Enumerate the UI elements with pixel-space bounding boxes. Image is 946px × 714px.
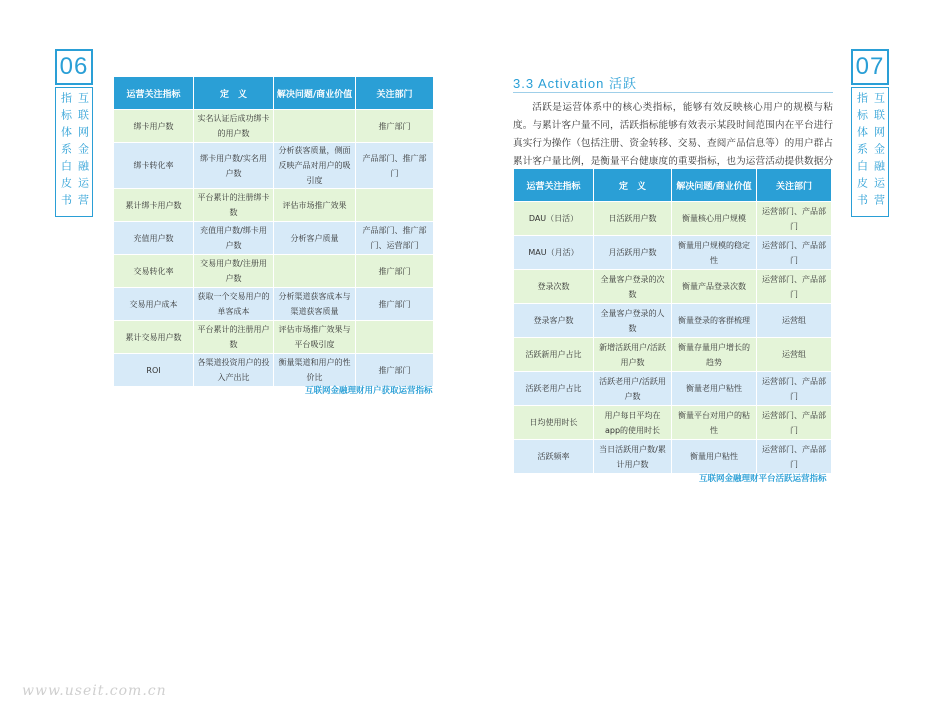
cell-value: 衡量老用户粘性	[672, 372, 757, 406]
table-row	[114, 222, 434, 255]
cell-department: 推广部门	[356, 354, 434, 387]
cell-metric: ROI	[114, 354, 194, 387]
side-title-col: 指标体系白皮书	[855, 92, 869, 211]
table-row	[114, 110, 434, 143]
section-heading: 3.3 Activation 活跃	[513, 76, 637, 91]
cell-definition: 月活跃用户数	[594, 236, 672, 270]
page-marker-right	[851, 49, 889, 217]
cell-definition: 平台累计的注册用户数	[194, 321, 274, 354]
table-row	[114, 321, 434, 354]
cell-department: 推广部门	[356, 288, 434, 321]
cell-definition: 实名认证后成功绑卡的用户数	[194, 110, 274, 143]
cell-metric: MAU（月活）	[514, 236, 594, 270]
page-marker-left	[55, 49, 93, 217]
table-row	[514, 338, 832, 372]
cell-value: 分析渠道获客成本与渠道获客质量	[274, 288, 356, 321]
cell-definition: 各渠道投资用户的投入产出比	[194, 354, 274, 387]
header-definition: 定 义	[194, 77, 274, 110]
cell-value: 衡量平台对用户的粘性	[672, 406, 757, 440]
cell-value: 衡量登录的客群梳理	[672, 304, 757, 338]
cell-value: 分析获客质量，侧面反映产品对用户的吸引度	[274, 143, 356, 189]
header-department: 关注部门	[757, 169, 832, 202]
side-title	[851, 87, 889, 217]
table-row	[114, 255, 434, 288]
cell-definition: 交易用户数/注册用户数	[194, 255, 274, 288]
side-title	[55, 87, 93, 217]
cell-department: 推广部门	[356, 110, 434, 143]
cell-metric: 活跃频率	[514, 440, 594, 474]
cell-metric: 登录次数	[514, 270, 594, 304]
table-row	[514, 270, 832, 304]
cell-metric: 交易用户成本	[114, 288, 194, 321]
cell-value: 分析客户质量	[274, 222, 356, 255]
header-value: 解决问题/商业价值	[672, 169, 757, 202]
cell-metric: 交易转化率	[114, 255, 194, 288]
side-title-col: 互联网金融运营	[872, 92, 886, 211]
cell-metric: 登录客户数	[514, 304, 594, 338]
page-number: 07	[851, 49, 889, 85]
cell-department: 运营部门、产品部门	[757, 236, 832, 270]
watermark: www.useit.com.cn	[22, 683, 167, 699]
cell-metric: 累计绑卡用户数	[114, 189, 194, 222]
side-title-col: 指标体系白皮书	[59, 92, 73, 211]
cell-metric: 累计交易用户数	[114, 321, 194, 354]
table-row	[514, 372, 832, 406]
cell-definition: 全量客户登录的次数	[594, 270, 672, 304]
table-row	[514, 406, 832, 440]
intro-paragraph: 活跃是运营体系中的核心类指标，能够有效反映核心用户的规模与粘度。与累计客户量不同，活跃指标能够有效表示某段时间范围内在平台进行真实行为操作（包括注册、资金转移、交易、查阅产品信息等）的用户群占累计客户量比例，是衡量平台健康度的重要指标，也为运营活动提供数据分	[513, 102, 833, 167]
cell-value: 衡量存量用户增长的趋势	[672, 338, 757, 372]
header-metric: 运营关注指标	[114, 77, 194, 110]
cell-department: 运营部门、产品部门	[757, 372, 832, 406]
table-row	[114, 288, 434, 321]
table-row	[114, 189, 434, 222]
cell-department: 运营部门、产品部门	[757, 202, 832, 236]
cell-definition: 获取一个交易用户的单客成本	[194, 288, 274, 321]
cell-definition: 当日活跃用户数/累计用户数	[594, 440, 672, 474]
cell-department: 运营组	[757, 304, 832, 338]
cell-metric: 日均使用时长	[514, 406, 594, 440]
cell-definition: 用户每日平均在app的使用时长	[594, 406, 672, 440]
header-definition: 定 义	[594, 169, 672, 202]
cell-value: 衡量用户粘性	[672, 440, 757, 474]
cell-definition: 新增活跃用户/活跃用户数	[594, 338, 672, 372]
cell-value: 评估市场推广效果与平台吸引度	[274, 321, 356, 354]
activation-metrics-table	[513, 168, 832, 474]
cell-department: 推广部门	[356, 255, 434, 288]
cell-metric: 活跃新用户占比	[514, 338, 594, 372]
cell-department: 运营部门、产品部门	[757, 440, 832, 474]
cell-definition: 绑卡用户数/实名用户数	[194, 143, 274, 189]
table-caption: 互联网金融理财平台活跃运营指标	[699, 474, 827, 484]
cell-department	[356, 189, 434, 222]
table-row	[514, 236, 832, 270]
table-row	[514, 440, 832, 474]
table-header-row	[114, 77, 434, 110]
cell-department: 产品部门、推广部门、运营部门	[356, 222, 434, 255]
page-number: 06	[55, 49, 93, 85]
cell-definition: 平台累计的注册绑卡数	[194, 189, 274, 222]
table-row	[514, 202, 832, 236]
cell-value: 衡量核心用户规模	[672, 202, 757, 236]
cell-definition: 充值用户数/绑卡用户数	[194, 222, 274, 255]
cell-value: 衡量用户规模的稳定性	[672, 236, 757, 270]
cell-metric: 绑卡转化率	[114, 143, 194, 189]
cell-department	[356, 321, 434, 354]
cell-definition: 全量客户登录的人数	[594, 304, 672, 338]
table-header-row	[514, 169, 832, 202]
cell-department: 产品部门、推广部门	[356, 143, 434, 189]
acquisition-metrics-table	[113, 76, 434, 387]
header-value: 解决问题/商业价值	[274, 77, 356, 110]
cell-value	[274, 255, 356, 288]
cell-metric: DAU（日活）	[514, 202, 594, 236]
cell-value	[274, 110, 356, 143]
cell-department: 运营部门、产品部门	[757, 406, 832, 440]
heading-divider	[513, 92, 833, 93]
side-title-col: 互联网金融运营	[76, 92, 90, 211]
cell-value: 评估市场推广效果	[274, 189, 356, 222]
cell-metric: 绑卡用户数	[114, 110, 194, 143]
table-row	[514, 304, 832, 338]
cell-definition: 活跃老用户/活跃用户数	[594, 372, 672, 406]
cell-value: 衡量产品登录次数	[672, 270, 757, 304]
header-metric: 运营关注指标	[514, 169, 594, 202]
cell-department: 运营部门、产品部门	[757, 270, 832, 304]
table-caption: 互联网金融理财用户获取运营指标	[305, 386, 433, 396]
header-department: 关注部门	[356, 77, 434, 110]
cell-department: 运营组	[757, 338, 832, 372]
cell-metric: 活跃老用户占比	[514, 372, 594, 406]
table-row	[114, 354, 434, 387]
cell-definition: 日活跃用户数	[594, 202, 672, 236]
cell-metric: 充值用户数	[114, 222, 194, 255]
cell-value: 衡量渠道和用户的性价比	[274, 354, 356, 387]
table-row	[114, 143, 434, 189]
